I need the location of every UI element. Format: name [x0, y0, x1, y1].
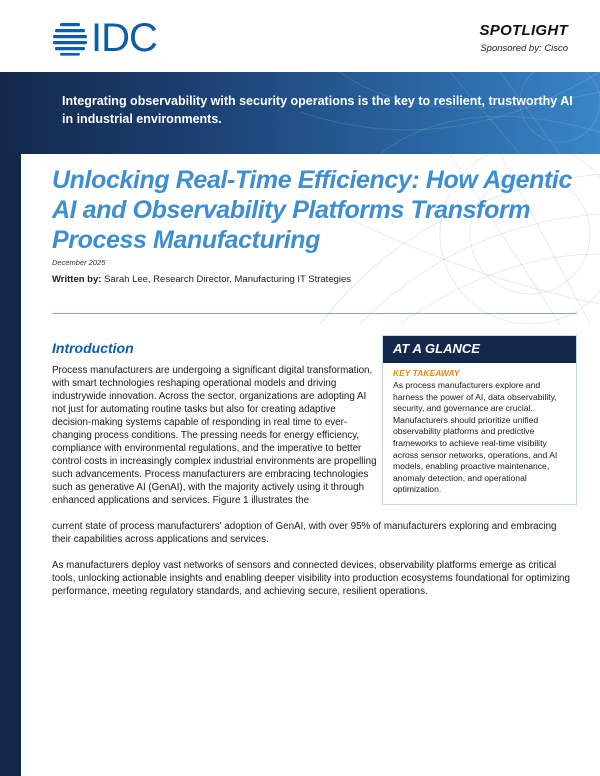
author-name: Sarah Lee, Research Director, Manufacturing IT Strategies [104, 274, 352, 285]
left-accent-bar [0, 72, 21, 776]
introduction-heading: Introduction [52, 340, 134, 356]
sponsor-label: Sponsored by: Cisco [480, 43, 568, 54]
section-divider [52, 313, 577, 314]
spotlight-block [479, 22, 568, 54]
at-a-glance-heading: AT A GLANCE [383, 336, 576, 363]
logo-text: IDC [91, 16, 157, 60]
idc-logo [52, 16, 157, 60]
at-a-glance-box [382, 335, 577, 505]
introduction-paragraph-1-continued: current state of process manufacturers' adoption of GenAI, with over 95% of manufacturers exploring and embracing their capabilities across applications and services. [52, 521, 557, 545]
introduction-paragraph-1: Process manufacturers are undergoing a significant digital transformation, with smart technologies reshaping operational models and driving industrywide innovation. Across the sector, organizations are adopting AI not just for automating routine tasks but also for creating adaptive decision-making systems capable of responding in real time to ever-changing process conditions. The pressing needs for energy efficiency, compliance with environmental regulations, and the imperative to better control costs in increasingly complex industrial environments are propelling such advancements. Process manufacturers are embracing technologies such as generative AI (GenAI), with the majority actively using it through enhanced applications and services. Figure 1 illustrates the [52, 365, 377, 506]
author-label: Written by: [52, 274, 102, 285]
article-title: Unlocking Real-Time Efficiency: How Agentic AI and Observability Platforms Transform Process Manufacturing [52, 166, 572, 254]
banner-tagline: Integrating observability with security operations is the key to resilient, trustworthy AI in industrial environments. [62, 94, 573, 126]
introduction-paragraph-2: As manufacturers deploy vast networks of sensors and connected devices, observability platforms emerge as critical tools, unlocking actionable insights and enabling deeper visibility into production ecosystems foundational for optimizing performance, meeting regulatory standards, and achieving secure, resilient operations. [52, 560, 570, 597]
spotlight-label: SPOTLIGHT [479, 22, 568, 39]
tagline-banner [0, 72, 600, 154]
globe-icon [52, 20, 88, 56]
key-takeaway-text: As process manufacturers explore and harness the power of AI, data observability, security, and governance are crucial. Manufacturers should prioritize unified observability platforms and predictive frameworks to achieve real-time visibility across sensor networks, operations, and AI models, enabling proactive maintenance, anomaly detection, and operational optimization. [393, 380, 558, 495]
author-line [52, 274, 351, 285]
key-takeaway-label: KEY TAKEAWAY [393, 368, 460, 378]
publish-date: December 2025 [52, 258, 106, 267]
